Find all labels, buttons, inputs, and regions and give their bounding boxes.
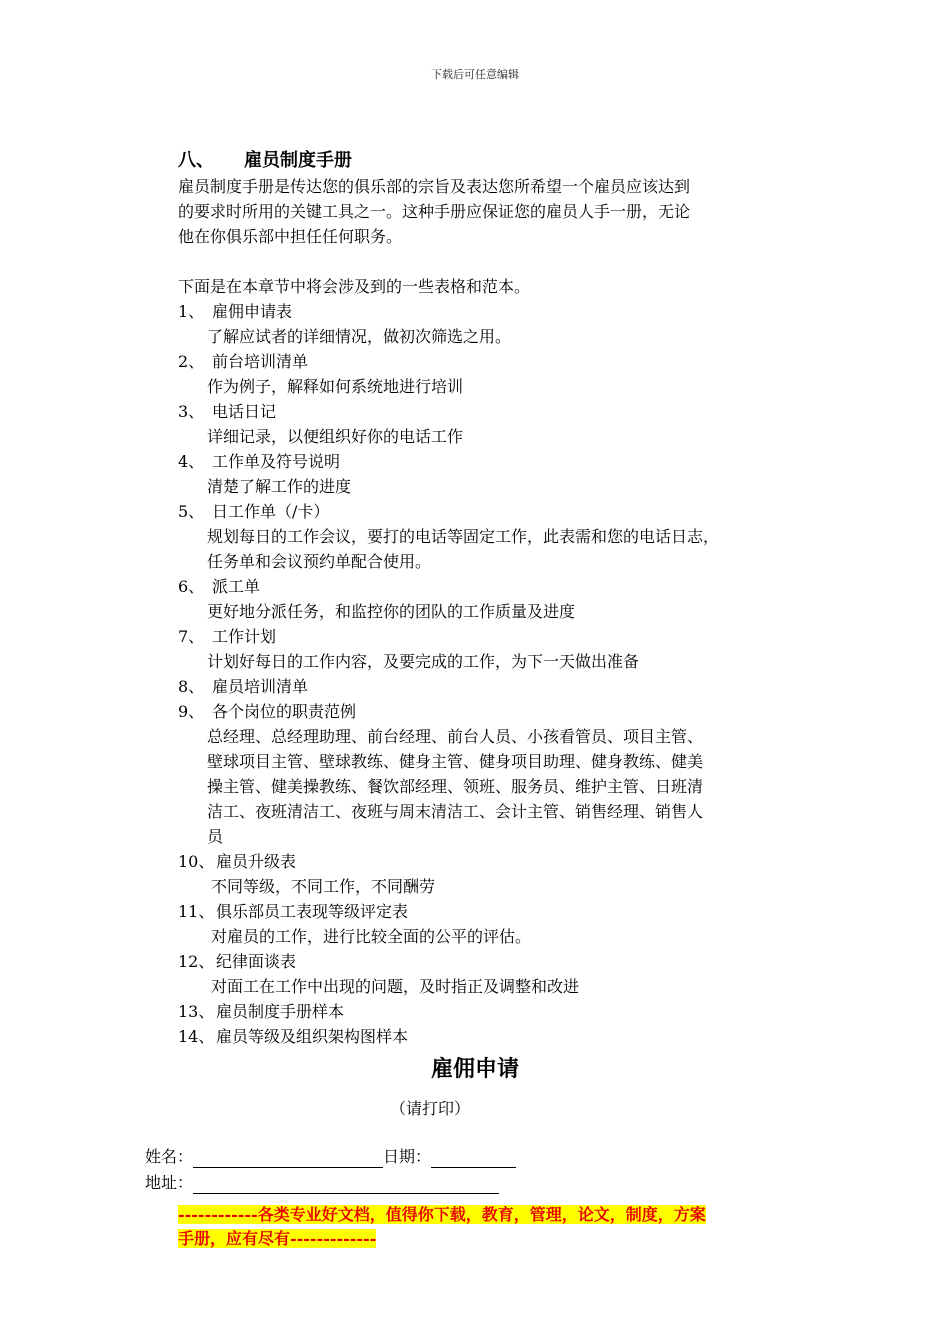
- item-description: 任务单和会议预约单配合使用。: [207, 552, 432, 571]
- item-number: 10、: [178, 852, 215, 871]
- page-header: 下载后可任意编辑: [431, 68, 519, 81]
- intro-line: 雇员制度手册是传达您的俱乐部的宗旨及表达您所希望一个雇员应该达到: [178, 177, 691, 196]
- item-description: 总经理、总经理助理、前台经理、前台人员、小孩看管员、项目主管、: [207, 727, 704, 746]
- section-number: 八、: [178, 150, 214, 171]
- lead-sentence: 下面是在本章节中将会涉及到的一些表格和范本。: [178, 277, 531, 296]
- item-number: 2、: [178, 352, 205, 371]
- item-title: 雇员升级表: [216, 852, 297, 871]
- list-item: [178, 399, 818, 424]
- item-description: 对雇员的工作，进行比较全面的公平的评估。: [211, 927, 532, 946]
- item-number: 6、: [178, 577, 205, 596]
- list-item: [178, 849, 818, 874]
- item-title: 俱乐部员工表现等级评定表: [216, 902, 409, 921]
- intro-line: 的要求时所用的关键工具之一。这种手册应保证您的雇员人手一册，无论: [178, 202, 691, 221]
- intro-line: 他在你俱乐部中担任任何职务。: [178, 227, 403, 246]
- item-title: 雇佣申请表: [212, 302, 293, 321]
- name-date-row: [145, 1146, 516, 1168]
- list-item: [178, 349, 818, 374]
- address-label: 地址：: [145, 1173, 194, 1192]
- item-description: 作为例子，解释如何系统地进行培训: [207, 377, 464, 396]
- item-number: 9、: [178, 702, 205, 721]
- item-title: 纪律面谈表: [216, 952, 297, 971]
- item-list: [178, 299, 818, 1049]
- item-title: 前台培训清单: [212, 352, 309, 371]
- section-heading: [178, 148, 818, 174]
- list-item: [178, 949, 818, 974]
- item-title: 派工单: [212, 577, 261, 596]
- list-item: [178, 899, 818, 924]
- item-description: 了解应试者的详细情况，做初次筛选之用。: [207, 327, 512, 346]
- name-field[interactable]: [193, 1149, 383, 1168]
- list-item: [178, 299, 818, 324]
- list-item: [178, 699, 818, 724]
- item-title: 各个岗位的职责范例: [212, 702, 357, 721]
- item-title: 日工作单（/卡）: [212, 502, 330, 521]
- list-item: [178, 624, 818, 649]
- item-description: 洁工、夜班清洁工、夜班与周末清洁工、会计主管、销售经理、销售人: [207, 802, 704, 821]
- item-description: 清楚了解工作的进度: [207, 477, 352, 496]
- form-title: 雇佣申请: [430, 1057, 519, 1082]
- item-number: 11、: [178, 902, 215, 921]
- item-number: 5、: [178, 502, 205, 521]
- item-description: 不同等级，不同工作，不同酬劳: [211, 877, 436, 896]
- item-title: 工作计划: [212, 627, 277, 646]
- list-item: [178, 674, 818, 699]
- item-description: 操主管、健美操教练、餐饮部经理、领班、服务员、维护主管、日班清: [207, 777, 704, 796]
- item-number: 3、: [178, 402, 205, 421]
- item-number: 8、: [178, 677, 205, 696]
- item-description: 员: [207, 827, 224, 846]
- intro-paragraph: [178, 174, 818, 249]
- item-number: 13、: [178, 1002, 215, 1021]
- item-number: 12、: [178, 952, 215, 971]
- date-label: 日期：: [383, 1147, 432, 1166]
- item-number: 14、: [178, 1027, 215, 1046]
- date-field[interactable]: [431, 1149, 516, 1168]
- item-description: 详细记录，以便组织好你的电话工作: [207, 427, 464, 446]
- list-item: [178, 499, 818, 524]
- item-title: 雇员等级及组织架构图样本: [216, 1027, 409, 1046]
- form-subtitle: （请打印）: [389, 1099, 470, 1118]
- promo-line-2: 手册，应有尽有-------------: [178, 1229, 377, 1248]
- promo-line-1: ------------各类专业好文档，值得你下载，教育，管理，论文，制度，方案: [178, 1205, 706, 1224]
- list-item: [178, 574, 818, 599]
- item-description: 对面工在工作中出现的问题，及时指正及调整和改进: [211, 977, 580, 996]
- address-field[interactable]: [193, 1175, 499, 1194]
- item-description: 更好地分派任务，和监控你的团队的工作质量及进度: [207, 602, 576, 621]
- item-title: 工作单及符号说明: [212, 452, 341, 471]
- item-number: 7、: [178, 627, 205, 646]
- item-description: 壁球项目主管、壁球教练、健身主管、健身项目助理、健身教练、健美: [207, 752, 704, 771]
- item-title: 雇员培训清单: [212, 677, 309, 696]
- item-title: 电话日记: [212, 402, 277, 421]
- item-description: 规划每日的工作会议，要打的电话等固定工作，此表需和您的电话日志，: [207, 527, 720, 546]
- item-number: 4、: [178, 452, 205, 471]
- address-row: [145, 1172, 499, 1194]
- item-number: 1、: [178, 302, 205, 321]
- promo-banner: [178, 1203, 808, 1251]
- list-item: [178, 1024, 818, 1049]
- name-label: 姓名：: [145, 1147, 194, 1166]
- list-item: [178, 449, 818, 474]
- list-item: [178, 999, 818, 1024]
- item-title: 雇员制度手册样本: [216, 1002, 345, 1021]
- section-title: 雇员制度手册: [244, 150, 352, 171]
- document-body: [178, 148, 818, 1049]
- item-description: 计划好每日的工作内容，及要完成的工作，为下一天做出准备: [207, 652, 640, 671]
